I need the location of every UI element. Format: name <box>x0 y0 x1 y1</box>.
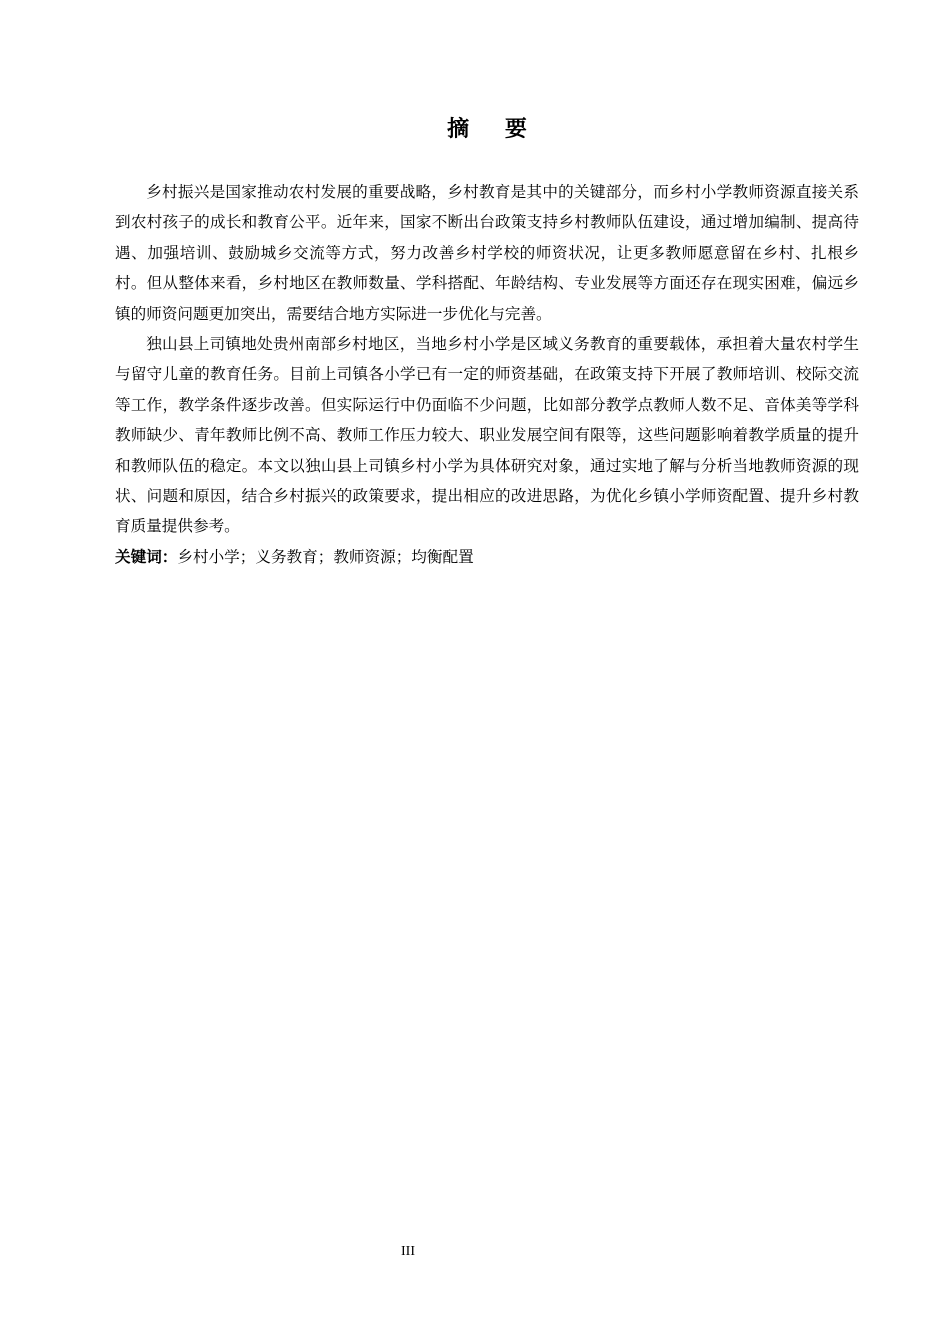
abstract-title: 摘 要 <box>447 117 541 142</box>
page-number: III <box>401 1244 415 1259</box>
keywords-label: 关键词： <box>115 547 178 566</box>
abstract-body <box>115 177 859 572</box>
abstract-paragraph-1: 乡村振兴是国家推动农村发展的重要战略，乡村教育是其中的关键部分，而乡村小学教师资源直接关系到农村孩子的成长和教育公平。近年来，国家不断出台政策支持乡村教师队伍建设，通过增加编制、提高待遇、加强培训、鼓励城乡交流等方式，努力改善乡村学校的师资状况，让更多教师愿意留在乡村、扎根乡村。但从整体来看，乡村地区在教师数量、学科搭配、年龄结构、专业发展等方面还存在现实困难，偏远乡镇的师资问题更加突出，需要结合地方实际进一步优化与完善。 <box>115 183 859 323</box>
abstract-paragraph-2: 独山县上司镇地处贵州南部乡村地区，当地乡村小学是区域义务教育的重要载体，承担着大量农村学生与留守儿童的教育任务。目前上司镇各小学已有一定的师资基础，在政策支持下开展了教师培训、校际交流等工作，教学条件逐步改善。但实际运行中仍面临不少问题，比如部分教学点教师人数不足、音体美等学科教师缺少、青年教师比例不高、教师工作压力较大、职业发展空间有限等，这些问题影响着教学质量的提升和教师队伍的稳定。本文以独山县上司镇乡村小学为具体研究对象，通过实地了解与分析当地教师资源的现状、问题和原因，结合乡村振兴的政策要求，提出相应的改进思路，为优化乡镇小学师资配置、提升乡村教育质量提供参考。 <box>115 335 859 536</box>
keywords-line <box>115 542 859 572</box>
keywords-text: 乡村小学；义务教育；教师资源；均衡配置 <box>177 547 474 566</box>
